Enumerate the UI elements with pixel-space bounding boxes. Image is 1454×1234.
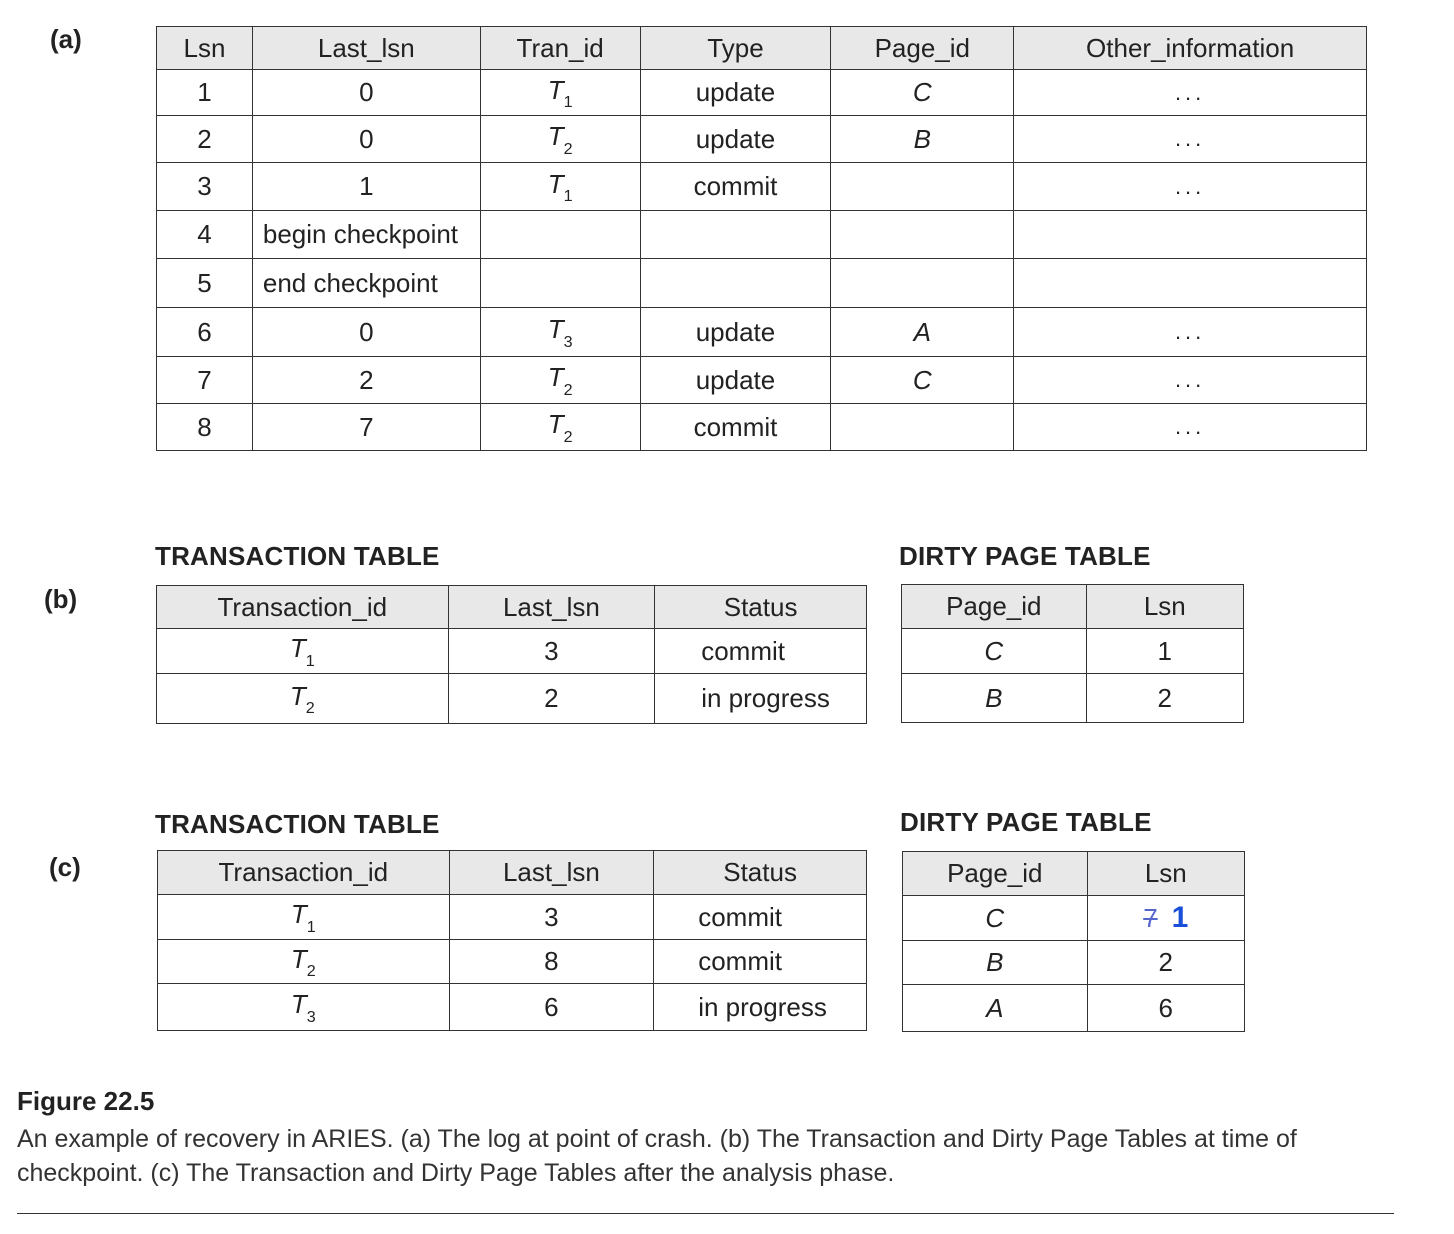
b-transaction-table: [156, 585, 867, 724]
log-type: update: [640, 357, 831, 404]
log-page-id: [831, 259, 1014, 308]
b-dirty-row: [902, 629, 1244, 674]
log-lsn: 7: [157, 357, 253, 404]
c-transaction-last-lsn: 6: [449, 984, 654, 1031]
log-row: [157, 259, 1367, 308]
b-transaction-header-cell: Status: [655, 586, 867, 629]
log-row: [157, 357, 1367, 404]
b-transaction-row: [157, 674, 867, 724]
log-tran-id: $T_1$: [480, 163, 640, 211]
part-label-a: (a): [50, 24, 82, 54]
log-other-info: [1014, 259, 1367, 308]
log-page-id: B: [831, 116, 1014, 163]
log-last-lsn: 0: [252, 308, 480, 357]
b-dirty-page-table-title: DIRTY PAGE TABLE: [899, 541, 1151, 571]
log-type: commit: [640, 163, 831, 211]
log-page-id: C: [831, 70, 1014, 116]
log-header-cell: Type: [640, 27, 831, 70]
b-transaction-last-lsn: 3: [448, 629, 655, 674]
b-transaction-status: commit: [655, 629, 867, 674]
c-transaction-id: $T_2$: [158, 940, 450, 984]
c-dirty-lsn: [1087, 896, 1244, 941]
log-tran-id: $T_1$: [480, 70, 640, 116]
log-page-id: [831, 163, 1014, 211]
c-dirty-page-table: [902, 851, 1245, 1032]
c-transaction-header-cell: Last_lsn: [449, 851, 654, 895]
log-type: commit: [640, 404, 831, 451]
log-tran-id: [480, 259, 640, 308]
log-last-lsn: end checkpoint: [252, 259, 480, 308]
c-transaction-status: commit: [654, 895, 867, 940]
log-tran-id: $T_2$: [480, 116, 640, 163]
log-type: update: [640, 308, 831, 357]
log-tran-id: $T_3$: [480, 308, 640, 357]
log-type: update: [640, 116, 831, 163]
part-label-c: (c): [49, 852, 81, 882]
log-row: [157, 163, 1367, 211]
log-type: update: [640, 70, 831, 116]
log-page-id: C: [831, 357, 1014, 404]
c-transaction-last-lsn: 3: [449, 895, 654, 940]
c-transaction-row: [158, 895, 867, 940]
b-dirty-header-cell: Page_id: [902, 585, 1087, 629]
log-other-info: ...: [1014, 357, 1367, 404]
figure-caption: An example of recovery in ARIES. (a) The log at point of crash. (b) The Transaction and Dirty Page Tables at time of checkpoint. (c) The Transaction and Dirty Page Tables after the analysis phase.: [17, 1125, 1297, 1187]
log-header-cell: Lsn: [157, 27, 253, 70]
c-dirty-row: [903, 896, 1245, 941]
c-dirty-lsn: 6: [1087, 985, 1244, 1032]
log-other-info: ...: [1014, 116, 1367, 163]
b-dirty-lsn: 2: [1086, 674, 1243, 723]
b-transaction-header-row: [157, 586, 867, 629]
b-dirty-header-cell: Lsn: [1086, 585, 1243, 629]
log-lsn: 5: [157, 259, 253, 308]
log-header-row: [157, 27, 1367, 70]
log-tran-id: [480, 211, 640, 259]
log-last-lsn: 0: [252, 116, 480, 163]
b-transaction-row: [157, 629, 867, 674]
log-table: [156, 26, 1367, 451]
log-type: [640, 259, 831, 308]
log-other-info: ...: [1014, 404, 1367, 451]
b-dirty-lsn: 1: [1086, 629, 1243, 674]
log-header-cell: Tran_id: [480, 27, 640, 70]
b-transaction-header-cell: Last_lsn: [448, 586, 655, 629]
bottom-rule: [17, 1213, 1394, 1214]
c-dirty-row: [903, 985, 1245, 1032]
log-row: [157, 116, 1367, 163]
part-label-b: (b): [44, 584, 78, 614]
b-dirty-row: [902, 674, 1244, 723]
b-dirty-page-table: [901, 584, 1244, 723]
log-row: [157, 404, 1367, 451]
log-tran-id: $T_2$: [480, 404, 640, 451]
log-last-lsn: 2: [252, 357, 480, 404]
c-transaction-table: [157, 850, 867, 1031]
c-dirty-header-cell: Lsn: [1087, 852, 1244, 896]
log-row: [157, 70, 1367, 116]
c-transaction-row: [158, 984, 867, 1031]
log-last-lsn: begin checkpoint: [252, 211, 480, 259]
c-transaction-row: [158, 940, 867, 984]
c-dirty-row: [903, 941, 1245, 985]
log-page-id: [831, 211, 1014, 259]
log-other-info: ...: [1014, 163, 1367, 211]
c-transaction-table-title: TRANSACTION TABLE: [155, 809, 440, 839]
c-dirty-page-id: C: [903, 896, 1088, 941]
c-dirty-lsn: 2: [1087, 941, 1244, 985]
figure-title: Figure 22.5: [17, 1086, 155, 1116]
b-transaction-status: in progress: [655, 674, 867, 724]
log-lsn: 4: [157, 211, 253, 259]
log-other-info: [1014, 211, 1367, 259]
log-other-info: ...: [1014, 308, 1367, 357]
b-transaction-table-title: TRANSACTION TABLE: [155, 541, 440, 571]
b-transaction-id: $T_2$: [157, 674, 449, 724]
b-dirty-header-row: [902, 585, 1244, 629]
log-last-lsn: 7: [252, 404, 480, 451]
log-tran-id: $T_2$: [480, 357, 640, 404]
c-transaction-id: $T_3$: [158, 984, 450, 1031]
c-transaction-header-cell: Transaction_id: [158, 851, 450, 895]
log-lsn: 6: [157, 308, 253, 357]
c-transaction-status: commit: [654, 940, 867, 984]
log-other-info: ...: [1014, 70, 1367, 116]
c-transaction-last-lsn: 8: [449, 940, 654, 984]
log-row: [157, 211, 1367, 259]
log-lsn: 1: [157, 70, 253, 116]
c-dirty-page-id: A: [903, 985, 1088, 1032]
c-transaction-header-row: [158, 851, 867, 895]
c-transaction-header-cell: Status: [654, 851, 867, 895]
struck-lsn-value: 7: [1143, 903, 1158, 933]
c-dirty-page-id: B: [903, 941, 1088, 985]
b-transaction-id: $T_1$: [157, 629, 449, 674]
log-page-id: [831, 404, 1014, 451]
log-lsn: 8: [157, 404, 253, 451]
c-dirty-header-cell: Page_id: [903, 852, 1088, 896]
log-header-cell: Last_lsn: [252, 27, 480, 70]
b-dirty-page-id: C: [902, 629, 1087, 674]
c-transaction-id: $T_1$: [158, 895, 450, 940]
c-dirty-page-table-title: DIRTY PAGE TABLE: [900, 807, 1152, 837]
c-transaction-status: in progress: [654, 984, 867, 1031]
handwritten-correction: 1: [1171, 901, 1189, 934]
b-dirty-page-id: B: [902, 674, 1087, 723]
log-page-id: A: [831, 308, 1014, 357]
log-last-lsn: 1: [252, 163, 480, 211]
log-lsn: 2: [157, 116, 253, 163]
c-dirty-header-row: [903, 852, 1245, 896]
log-row: [157, 308, 1367, 357]
log-header-cell: Other_information: [1014, 27, 1367, 70]
log-lsn: 3: [157, 163, 253, 211]
b-transaction-header-cell: Transaction_id: [157, 586, 449, 629]
log-type: [640, 211, 831, 259]
b-transaction-last-lsn: 2: [448, 674, 655, 724]
log-header-cell: Page_id: [831, 27, 1014, 70]
log-last-lsn: 0: [252, 70, 480, 116]
